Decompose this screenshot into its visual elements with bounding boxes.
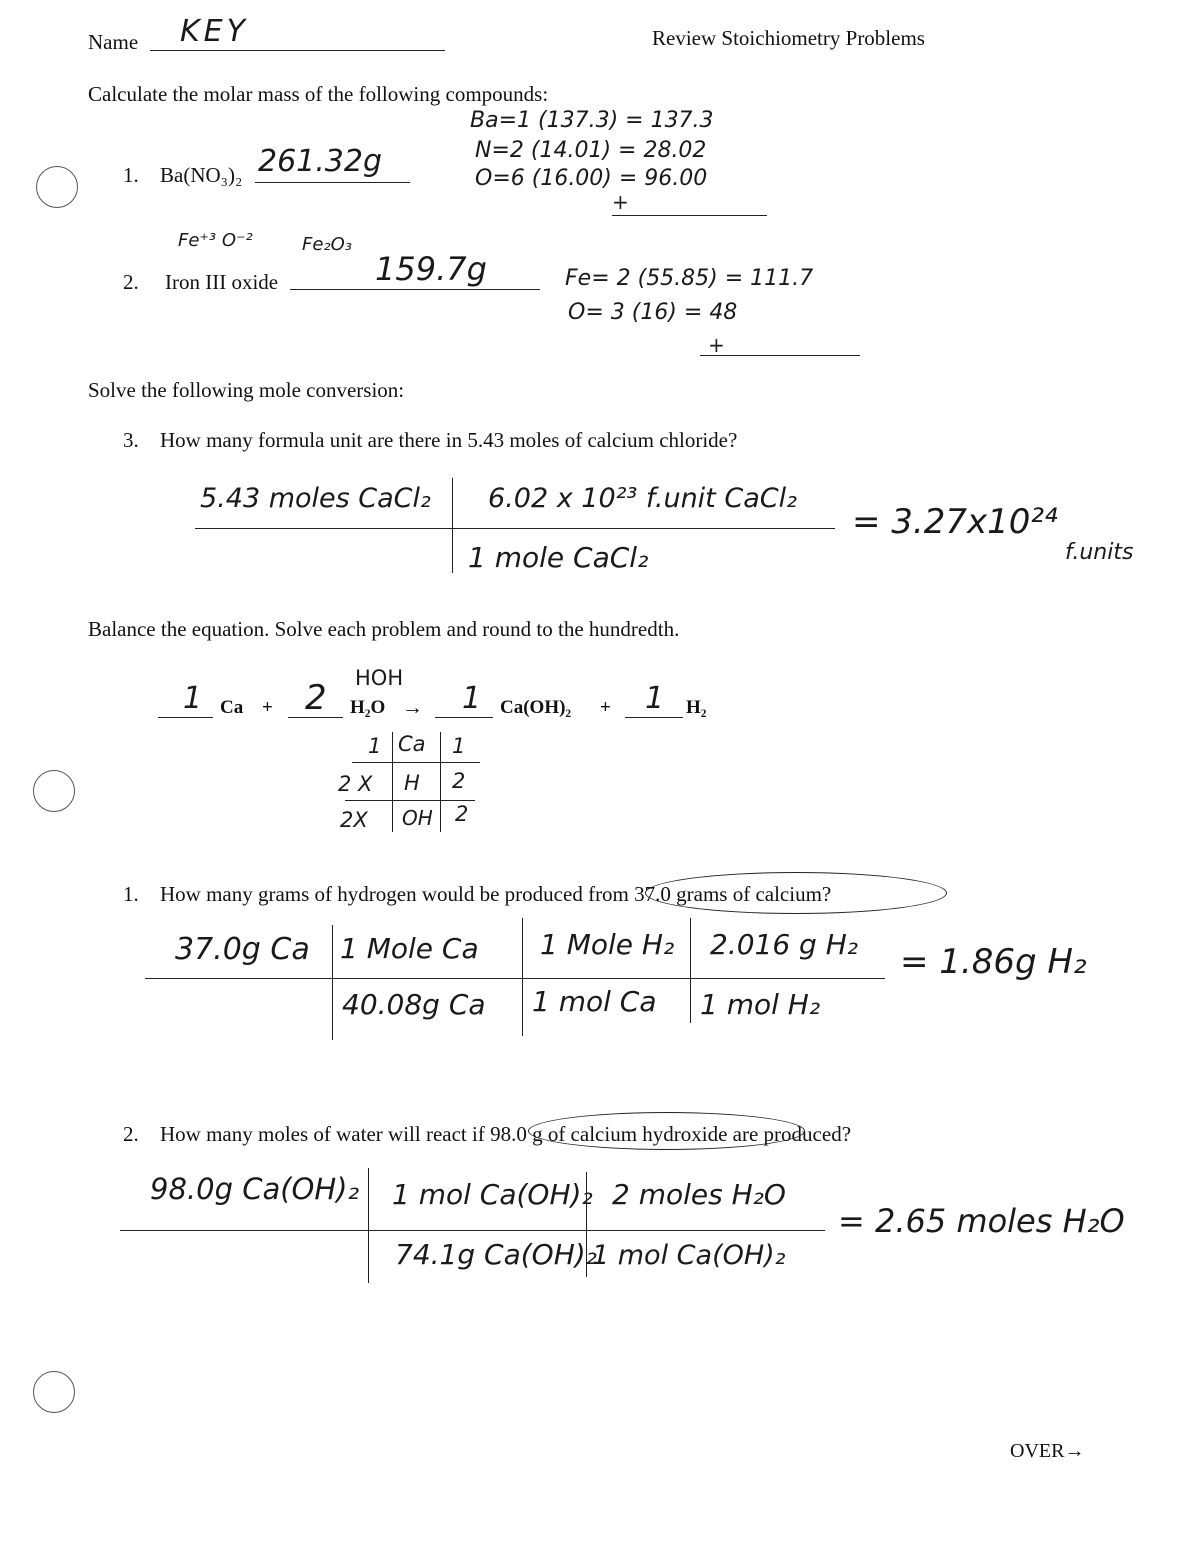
p1-result: = 1.86g H₂ (900, 942, 1087, 982)
q3-fraction-line (195, 528, 835, 529)
p1-top: 2.016 g H₂ (710, 928, 859, 961)
q3-result: = 3.27x10²⁴ (852, 502, 1058, 542)
plus2: + (600, 697, 611, 718)
p1-bottom: 1 mol Ca (532, 985, 657, 1018)
p2-bottom: 1 mol Ca(OH)₂ (592, 1240, 786, 1271)
p2-bottom: 74.1g Ca(OH)₂ (395, 1238, 597, 1271)
q3-factor2-top: 6.02 x 10²³ f.unit CaCl₂ (488, 483, 797, 514)
tally-divider (440, 732, 441, 832)
page-title: Review Stoichiometry Problems (652, 26, 925, 50)
p2-top: 1 mol Ca(OH)₂ (392, 1178, 593, 1211)
p2-top: 2 moles H₂O (612, 1178, 786, 1211)
q1-answer: 261.32g (258, 144, 383, 179)
reactant2: H₂O (350, 697, 386, 718)
coef3: 1 (462, 681, 482, 716)
q1-sum-line (612, 215, 767, 216)
p1-text: How many grams of hydrogen would be produced from 37.0 grams of calcium? (160, 882, 832, 906)
coef1-blank (158, 717, 213, 718)
tally-rule (345, 800, 475, 801)
q3-divider (452, 478, 453, 573)
q2-answer-line (290, 289, 540, 290)
q2-note-formula: Fe₂O₃ (302, 234, 353, 255)
p1-top: 1 Mole Ca (340, 932, 479, 965)
punch-hole (33, 1371, 75, 1413)
tally-cell: 2X (340, 808, 368, 832)
p2-text: How many moles of water will react if 98.0 g of calcium hydroxide are produced? (160, 1122, 852, 1146)
product1: Ca(OH)₂ (500, 697, 572, 718)
tally-rule (352, 762, 480, 763)
tally-divider (392, 732, 393, 832)
instruction-molar-mass: Calculate the molar mass of the following compounds: (88, 82, 549, 106)
coef4: 1 (645, 681, 665, 716)
arrow: → (402, 695, 423, 719)
p1-divider (690, 918, 691, 1023)
q2-compound: Iron III oxide (165, 270, 279, 294)
p1-top: 37.0g Ca (175, 932, 310, 967)
reactant1: Ca (220, 697, 244, 718)
name-label: Name (88, 30, 139, 54)
q3-result-unit: f.units (1065, 540, 1134, 565)
p1-number: 1. (123, 882, 139, 906)
coef4-blank (625, 717, 683, 718)
plus1: + (262, 697, 273, 718)
over-label: OVER→ (1010, 1440, 1085, 1462)
q3-number: 3. (123, 428, 139, 452)
p1-circle (645, 872, 947, 914)
q3-text: How many formula unit are there in 5.43 moles of calcium chloride? (160, 428, 738, 452)
tally-cell: H (404, 771, 420, 795)
q1-number: 1. (123, 163, 139, 187)
punch-hole (36, 166, 78, 208)
q2-sum-line (700, 355, 860, 356)
q3-factor2-bottom: 1 mole CaCl₂ (468, 541, 649, 574)
p1-bottom: 40.08g Ca (342, 988, 486, 1021)
tally-cell: 2 (455, 802, 469, 826)
q1-work-ba: Ba=1 (137.3) = 137.3 (470, 108, 714, 133)
q1-work-o: O=6 (16.00) = 96.00 (475, 166, 708, 191)
p1-fraction-line (145, 978, 885, 979)
q1-compound: Ba(NO₃)₂ (160, 163, 243, 187)
q1-answer-line (255, 182, 410, 183)
q2-number: 2. (123, 270, 139, 294)
name-line (150, 50, 445, 51)
name-value: KEY (180, 14, 249, 49)
product2: H₂ (686, 697, 707, 718)
p1-top: 1 Mole H₂ (540, 928, 675, 961)
p2-number: 2. (123, 1122, 139, 1146)
tally-cell: 1 (368, 734, 382, 758)
q2-work-o: O= 3 (16) = 48 (568, 300, 738, 325)
q2-work-fe: Fe= 2 (55.85) = 111.7 (565, 266, 814, 291)
p1-bottom: 1 mol H₂ (700, 988, 821, 1021)
tally-cell: 2 (452, 769, 466, 793)
tally-cell: OH (402, 806, 433, 830)
q3-factor1-top: 5.43 moles CaCl₂ (200, 483, 431, 514)
coef2: 2 (305, 678, 327, 718)
coef1: 1 (183, 681, 203, 716)
q1-work-plus: + (612, 190, 629, 214)
p2-result: = 2.65 moles H₂O (838, 1202, 1125, 1240)
coef3-blank (435, 717, 493, 718)
p2-fraction-line (120, 1230, 825, 1231)
instruction-mole-conversion: Solve the following mole conversion: (88, 378, 405, 402)
p2-circle (528, 1112, 805, 1150)
p1-divider (522, 918, 523, 1036)
tally-cell: 1 (452, 734, 466, 758)
p2-top: 98.0g Ca(OH)₂ (150, 1172, 360, 1206)
tally-cell: Ca (398, 732, 426, 756)
punch-hole (33, 770, 75, 812)
q2-note-ions: Fe⁺³ O⁻² (178, 230, 253, 251)
instruction-balance: Balance the equation. Solve each problem and round to the hundredth. (88, 617, 680, 641)
tally-cell: 2 X (338, 772, 373, 796)
reactant2-note: HOH (355, 666, 404, 690)
p2-divider (368, 1168, 369, 1283)
q1-work-n: N=2 (14.01) = 28.02 (475, 138, 707, 163)
q2-answer: 159.7g (375, 250, 487, 288)
p1-divider (332, 925, 333, 1040)
q2-work-plus: + (708, 333, 725, 357)
